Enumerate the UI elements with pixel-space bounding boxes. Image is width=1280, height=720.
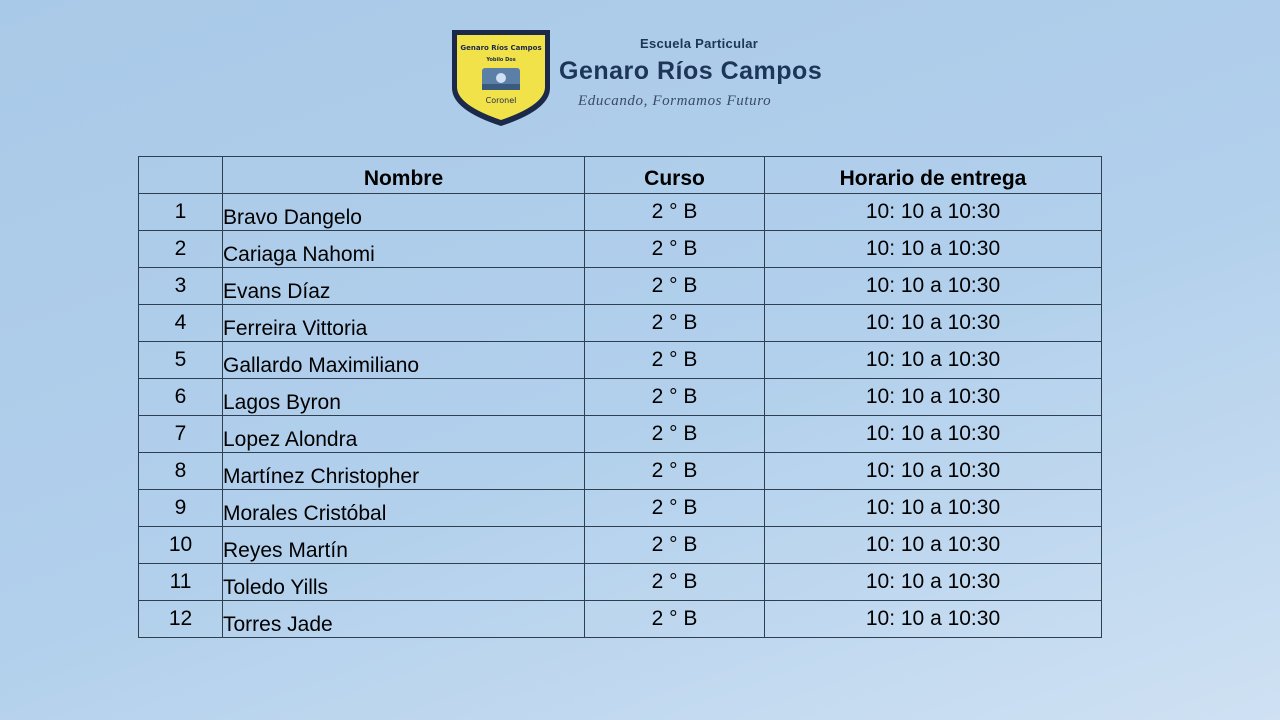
table-row — [139, 231, 1102, 268]
row-number: 11 — [139, 564, 223, 601]
student-name: Torres Jade — [223, 601, 585, 638]
table-header-row — [139, 157, 1102, 194]
table-row — [139, 564, 1102, 601]
course: 2 ° B — [585, 231, 765, 268]
student-name: Lagos Byron — [223, 379, 585, 416]
table-row — [139, 527, 1102, 564]
delivery-time: 10: 10 a 10:30 — [765, 527, 1102, 564]
school-crest-logo — [448, 26, 554, 128]
student-name: Gallardo Maximiliano — [223, 342, 585, 379]
header-horario: Horario de entrega — [765, 157, 1102, 194]
table-row — [139, 601, 1102, 638]
row-number: 8 — [139, 453, 223, 490]
student-name: Lopez Alondra — [223, 416, 585, 453]
crest-school-name: Genaro Ríos Campos — [460, 44, 542, 52]
course: 2 ° B — [585, 342, 765, 379]
delivery-time: 10: 10 a 10:30 — [765, 194, 1102, 231]
course: 2 ° B — [585, 194, 765, 231]
delivery-time: 10: 10 a 10:30 — [765, 490, 1102, 527]
student-name: Ferreira Vittoria — [223, 305, 585, 342]
row-number: 6 — [139, 379, 223, 416]
delivery-time: 10: 10 a 10:30 — [765, 268, 1102, 305]
school-header — [448, 26, 868, 130]
row-number: 1 — [139, 194, 223, 231]
header-nombre: Nombre — [223, 157, 585, 194]
row-number: 3 — [139, 268, 223, 305]
delivery-time: 10: 10 a 10:30 — [765, 379, 1102, 416]
row-number: 2 — [139, 231, 223, 268]
crest-subtitle: Yobilo Dos — [486, 57, 516, 63]
course: 2 ° B — [585, 564, 765, 601]
row-number: 5 — [139, 342, 223, 379]
school-motto: Educando, Formamos Futuro — [578, 93, 772, 109]
delivery-time: 10: 10 a 10:30 — [765, 305, 1102, 342]
course: 2 ° B — [585, 453, 765, 490]
school-type: Escuela Particular — [640, 36, 759, 51]
crest-city: Coronel — [485, 96, 517, 105]
student-name: Cariaga Nahomi — [223, 231, 585, 268]
student-name: Evans Díaz — [223, 268, 585, 305]
table-row — [139, 379, 1102, 416]
course: 2 ° B — [585, 305, 765, 342]
student-name: Morales Cristóbal — [223, 490, 585, 527]
row-number: 7 — [139, 416, 223, 453]
delivery-time: 10: 10 a 10:30 — [765, 342, 1102, 379]
course: 2 ° B — [585, 490, 765, 527]
student-name: Toledo Yills — [223, 564, 585, 601]
table-row — [139, 490, 1102, 527]
table-row — [139, 453, 1102, 490]
delivery-time: 10: 10 a 10:30 — [765, 453, 1102, 490]
header-number — [139, 157, 223, 194]
course: 2 ° B — [585, 527, 765, 564]
table-row — [139, 305, 1102, 342]
table-row — [139, 342, 1102, 379]
student-name: Reyes Martín — [223, 527, 585, 564]
course: 2 ° B — [585, 601, 765, 638]
delivery-time: 10: 10 a 10:30 — [765, 601, 1102, 638]
table-row — [139, 268, 1102, 305]
delivery-time: 10: 10 a 10:30 — [765, 231, 1102, 268]
student-name: Bravo Dangelo — [223, 194, 585, 231]
course: 2 ° B — [585, 268, 765, 305]
delivery-time: 10: 10 a 10:30 — [765, 416, 1102, 453]
header-curso: Curso — [585, 157, 765, 194]
table-row — [139, 194, 1102, 231]
school-name: Genaro Ríos Campos — [559, 57, 823, 85]
row-number: 4 — [139, 305, 223, 342]
course: 2 ° B — [585, 379, 765, 416]
student-name: Martínez Christopher — [223, 453, 585, 490]
crest-arc-text: Escuela Particular — [470, 30, 532, 37]
delivery-time: 10: 10 a 10:30 — [765, 564, 1102, 601]
table-row — [139, 416, 1102, 453]
row-number: 9 — [139, 490, 223, 527]
row-number: 12 — [139, 601, 223, 638]
row-number: 10 — [139, 527, 223, 564]
delivery-schedule-table — [138, 156, 1102, 638]
course: 2 ° B — [585, 416, 765, 453]
